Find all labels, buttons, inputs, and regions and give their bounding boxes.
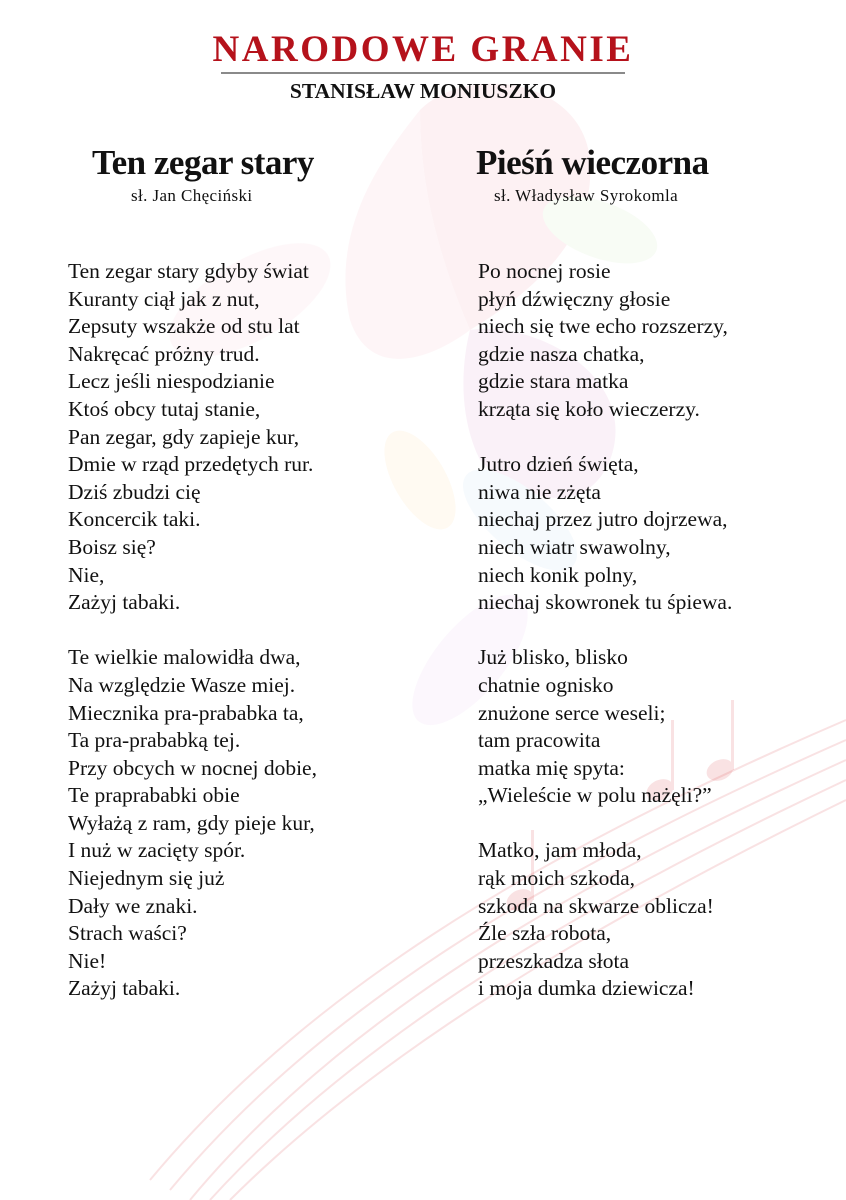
lyric-line: rąk moich szkoda, bbox=[478, 866, 636, 891]
lyric-line: Strach waści? bbox=[68, 921, 187, 946]
lyric-line: niech wiatr swawolny, bbox=[478, 534, 671, 559]
lyric-line: Miecznika pra-prababka ta, bbox=[68, 700, 304, 725]
song-lyrics bbox=[68, 258, 317, 1031]
page-header bbox=[0, 28, 846, 108]
lyric-line: gdzie stara matka bbox=[478, 369, 629, 394]
song-lyricist: sł. Władysław Syrokomla bbox=[494, 186, 679, 205]
song-piesn-wieczorna bbox=[476, 142, 798, 1001]
lyric-line: Te wielkie malowidła dwa, bbox=[68, 645, 301, 670]
stanza bbox=[68, 258, 317, 617]
lyric-line: tam pracowita bbox=[478, 728, 601, 753]
stanza bbox=[478, 258, 732, 424]
lyric-line: Dały we znaki. bbox=[68, 893, 198, 918]
lyric-line: płyń dźwięczny głosie bbox=[478, 286, 671, 311]
lyric-line: Ten zegar stary gdyby świat bbox=[68, 259, 309, 283]
song-heading bbox=[68, 142, 368, 232]
lyric-line: Ktoś obcy tutaj stanie, bbox=[68, 396, 261, 421]
lyric-line: krząta się koło wieczerzy. bbox=[478, 396, 700, 421]
lyric-line: przeszkadza słota bbox=[478, 948, 630, 973]
stanza bbox=[478, 837, 732, 1003]
lyric-line: Zepsuty wszakże od stu lat bbox=[68, 314, 300, 339]
lyric-line: niech się twe echo rozszerzy, bbox=[478, 314, 728, 339]
lyric-line: Nie! bbox=[68, 948, 107, 973]
song-title: Ten zegar stary bbox=[92, 143, 314, 182]
stanza bbox=[68, 644, 317, 1003]
lyric-line: Koncercik taki. bbox=[68, 507, 201, 532]
lyric-line: matka mię spyta: bbox=[478, 755, 625, 780]
song-heading bbox=[478, 142, 798, 232]
lyric-line: niwa nie zżęta bbox=[478, 479, 601, 504]
lyric-line: Lecz jeśli niespodzianie bbox=[68, 369, 275, 394]
stanza bbox=[478, 451, 732, 617]
lyric-line: niech konik polny, bbox=[478, 562, 638, 587]
petal-5 bbox=[370, 419, 470, 540]
song-title: Pieśń wieczorna bbox=[476, 143, 709, 182]
lyric-line: Kuranty ciął jak z nut, bbox=[68, 286, 260, 311]
lyric-line: Po nocnej rosie bbox=[478, 259, 611, 283]
lyric-line: Źle szła robota, bbox=[478, 921, 612, 946]
lyric-line: Niejednym się już bbox=[68, 866, 225, 891]
song-ten-zegar-stary bbox=[68, 142, 368, 1001]
page-title: NARODOWE GRANIE bbox=[212, 29, 634, 70]
lyric-line: znużone serce weseli; bbox=[478, 700, 666, 725]
lyric-line: Zażyj tabaki. bbox=[68, 590, 181, 615]
song-lyricist: sł. Jan Chęciński bbox=[131, 186, 253, 205]
lyric-line: Matko, jam młoda, bbox=[478, 838, 642, 863]
lyric-line: Przy obcych w nocnej dobie, bbox=[68, 755, 317, 780]
lyric-line: Wyłażą z ram, gdy pieje kur, bbox=[68, 810, 315, 835]
lyric-line: niechaj skowronek tu śpiewa. bbox=[478, 590, 733, 615]
lyric-line: Pan zegar, gdy zapieje kur, bbox=[68, 424, 300, 449]
lyric-line: szkoda na skwarze oblicza! bbox=[478, 893, 714, 918]
lyric-line: Zażyj tabaki. bbox=[68, 976, 181, 1001]
composer-name: STANISŁAW MONIUSZKO bbox=[289, 79, 557, 103]
lyric-line: Nakręcać próżny trud. bbox=[68, 341, 260, 366]
lyric-line: Dziś zbudzi cię bbox=[68, 479, 201, 504]
stanza bbox=[478, 644, 732, 810]
lyric-line: Na względzie Wasze miej. bbox=[68, 672, 296, 697]
lyric-line: Te praprababki obie bbox=[68, 783, 240, 808]
lyric-line: Jutro dzień święta, bbox=[478, 452, 639, 477]
lyric-line: niechaj przez jutro dojrzewa, bbox=[478, 507, 728, 532]
lyric-line: Ta pra-prababką tej. bbox=[68, 728, 241, 753]
lyric-line: „Wieleście w polu nażęli?” bbox=[478, 783, 712, 808]
lyric-line: Nie, bbox=[68, 562, 105, 587]
lyric-line: Dmie w rząd przedętych rur. bbox=[68, 452, 314, 477]
lyric-line: chatnie ognisko bbox=[478, 672, 614, 697]
lyric-line: gdzie nasza chatka, bbox=[478, 341, 645, 366]
lyric-line: i moja dumka dziewicza! bbox=[478, 976, 695, 1001]
song-lyrics bbox=[478, 258, 732, 1031]
lyric-line: Już blisko, blisko bbox=[478, 645, 628, 670]
lyric-line: I nuż w zacięty spór. bbox=[68, 838, 246, 863]
lyric-line: Boisz się? bbox=[68, 534, 156, 559]
